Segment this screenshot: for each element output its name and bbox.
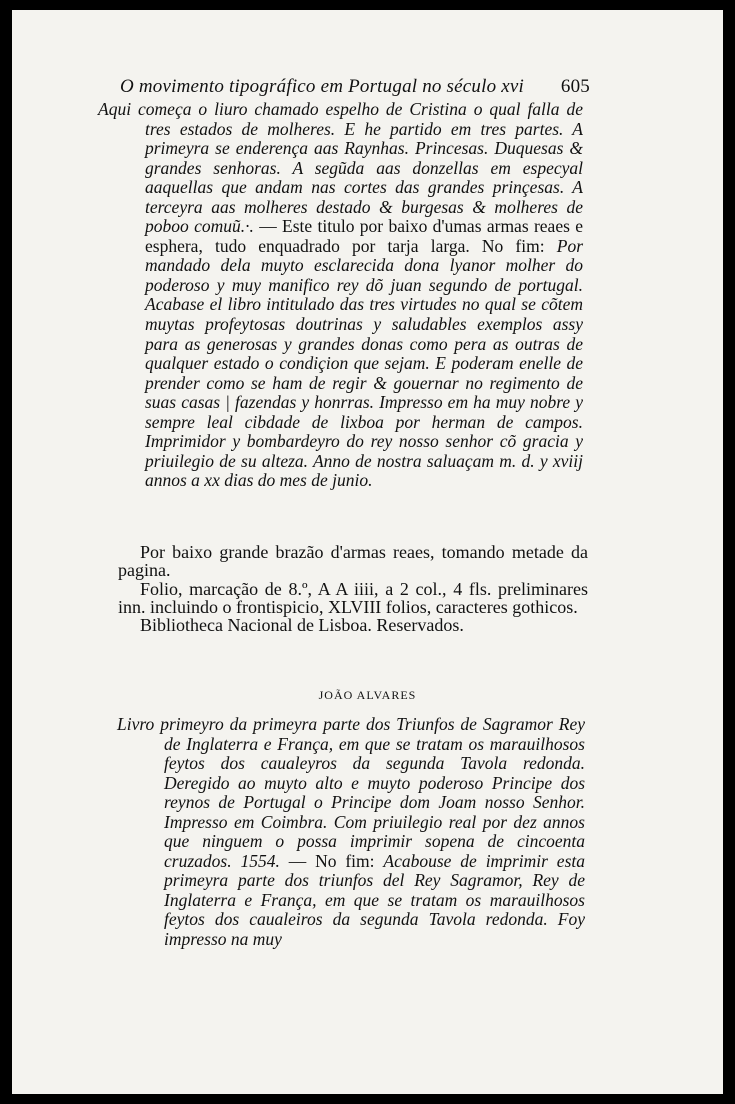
note-arms: Por baixo grande brazão d'armas reaes, tomando metade da pagina. [118,542,588,581]
printer-heading: JOÃO ALVARES [318,688,417,702]
entry-paragraph [98,100,583,491]
note-library: Bibliotheca Nacional de Lisboa. Reservados. [140,615,464,636]
entry-colophon-transcription: Por mandado dela muyto esclarecida dona lyanor molher do poderoso y muy manifico rey dõ juan segundo de portugal. Acabase el libro intitulado das tres virtudes no qual se cõtem muytas profeytosas doutrinas y saludables exemplos assy para as generosas y grandes donas como pera as outras de qualquer estado o condiçion que sejam. E poderam enelle de prender como se ham de regir & gouernar no regimento de suas casas | fazendas y honrras. Impresso em ha muy nobre y sempre leal cibdade de lixboa por herman de campos. Imprimidor y bombardeyro do rey nosso senhor cõ gracia y priuilegio de su alteza. Anno de nostra saluaçam m. d. y xviij annos a xx dias do mes de junio. [145,235,583,491]
entry-description: — Este titulo por baixo d'umas armas reaes e esphera, tudo enquadrado por tarja larga. No fim: [145,216,584,256]
running-header [120,76,590,98]
entry-paragraph [117,715,585,950]
page-number: 605 [560,76,590,97]
entry-colophon-transcription: Acabouse de imprimir esta primeyra parte dos triunfos del Rey Sagramor, Rey de Inglaterra e França, em que se tratam os marauilhosos feytos dos caualeiros da segunda Tavola redonda. Foy impresso na muy [164,850,585,950]
book-page [12,10,723,1094]
entry-description: — No fim: [279,850,384,871]
entry-lead-word: Aqui [98,99,132,119]
entry-notes [118,543,588,634]
entry-lead-word: Livro [117,714,155,734]
entry-title-transcription: primeyro da primeyra parte dos Triunfos de Sagramor Rey de Inglaterra e França, em que se tratam os marauilhosos feytos dos caualeyros da segunda Tavola redonda. Deregido ao muyto alto e muyto poderoso Principe dos reynos de Portugal o Principe dom Joam nosso Senhor. Impresso em Coimbra. Com priuilegio real por dez annos que ninguem o possa imprimir sopena de cincoenta cruzados. 1554. [160,714,586,871]
entry-title-transcription: começa o liuro chamado espelho de Cristina o qual falla de tres estados de molheres. E he partido em tres partes. A primeyra se enderença aas Raynhas. Princesas. Duquesas & grandes senhoras. A segũda aas donzellas em especyal aaquellas que andam nas cortes das grandes prinçesas. A terceyra aas molheres destado & burgesas & molheres de poboo comuũ.·. [138,99,583,237]
bibliographic-entry-espelho-de-cristina [98,100,583,491]
note-collation: Folio, marcação de 8.º, A A iiii, a 2 col., 4 fls. preliminares inn. incluindo o frontispicio, XLVIII folios, caracteres gothicos. [118,578,588,617]
running-title: O movimento tipográfico em Portugal no século xvi [120,76,524,97]
bibliographic-entry-triunfos-de-sagramor [117,715,585,950]
